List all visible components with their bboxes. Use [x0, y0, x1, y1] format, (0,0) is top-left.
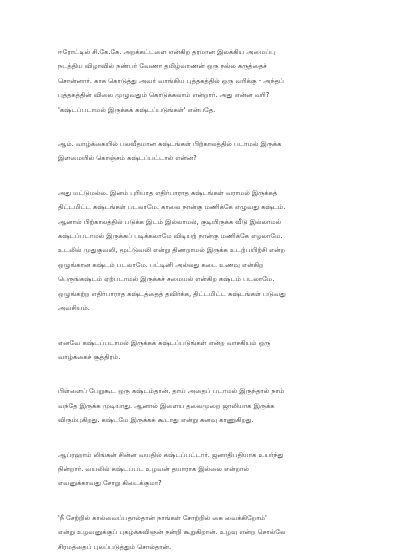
paragraph-2: ஆம். வாழ்க்கையில் பலவீதமான கஷ்டங்கள் பிற்காலத்தில் படாமல் இருக்க இளமையில் கொஞ்சம் கஷ்டப்பட்டால் என்ன? [58, 140, 282, 163]
paragraph-1: ஈரோட்டில் சி.கே.கே. அறக்கட்டளை என்கிற தரமான இலக்கிய அமைப்பு நடத்திய விழாவில் நண்பர் வேணா தமிழ்வாணன் ஒரு நல்ல கருத்தைச் சொன்னார். காசு கொடுத்து அவர் வாங்கிய புத்தகத்தில் ஒரு வரிக்கு - அந்தப் புத்தகத்தின் விலை முழுவதும் கொடுக்கலாம் என்றார். அது என்ன வரி? 'கஷ்டப்படாமல் இருக்கக் கஷ்டப்படுங்கள்' என்பதே. [58, 48, 284, 114]
paragraph-3: அது மட்டுமல்ல. இனம் புரியாத எதிர்பாராத கஷ்டங்கள் வராமல் இருக்கத் திட்டமிட்ட கஷ்டங்கள் படலாமே. காலை நான்கு மணிக்கே எழுவது கஷ்டம். ஆனால் பிற்காலத்தில் படுக்க இடம் இல்லாமல், குடியிருக்க வீடு இல்லாமல் கஷ்டப்படாமல் இருக்கப் படிக்கலாமே விடியற் நான்கு மணிக்கே எழலாமே. உடலில் முதுகுவலி, மூட்டுவலி என்று திணறாமல் இருக்க உடற்பயிற்சி என்ற ஒழுங்கான கஷ்டம் படலாமே. பட்டினி அல்லது கடை உணவு என்கிற பெருங்கஷ்டம் ஏற்படாமல் இருக்கச் சமையல் என்கிற கஷ்டம் படலாமே. ஒழுங்கற்ற எதிர்பாராத கஷ்டத்தைத் தவிர்க்க, திட்டமிட்ட கஷ்டங்கள் படுவது அவசியம். [58, 188, 286, 313]
paragraph-7: 'நீ சேற்றில் கால்வைப்பதால்தான் நாங்கள் சோற்றில் கை வைக்கிறோம்' என்று உழவனுக்குப் புகழ்க்கவிஞன் நன்றி கூறுகிறான். உழவு என்ற சொல்லே சிரமத்தைப் புலப்படுத்தும் சொல்தான். [58, 513, 286, 551]
paragraph-5: பிள்ளைப் பேறுகூட ஒரு கஷ்டம்தான். தாய் அதைப் படாமல் இருந்தால் நாம் வந்தே இருக்க முடியாது. ஆனால் இளைய தலைமுறை ஜாலியாக இருக்க விரும்புகிறது. கஷ்டமே இருக்கக் கூடாது என்று கனவு காணுகிறது. [58, 387, 285, 425]
paragraph-6: ஆப்ரஹாம் லிங்கன் சின்ன வயதில் கஷ்டப்பட்டார். ஜனாதிபதியாக உயர்ந்து நின்றார். வயலில் கஷ்டப்பட உழவன் தயாராக இல்லை என்றால் எவனுக்காவது சோறு கிடைக்குமா? [58, 450, 284, 488]
paragraph-4: எனவே கஷ்டப்படாமல் இருக்கக் கஷ்டப்படுங்கள் என்ற வாசகியம் ஒரு வாழ்க்கைச் சூத்திரம். [58, 338, 271, 361]
